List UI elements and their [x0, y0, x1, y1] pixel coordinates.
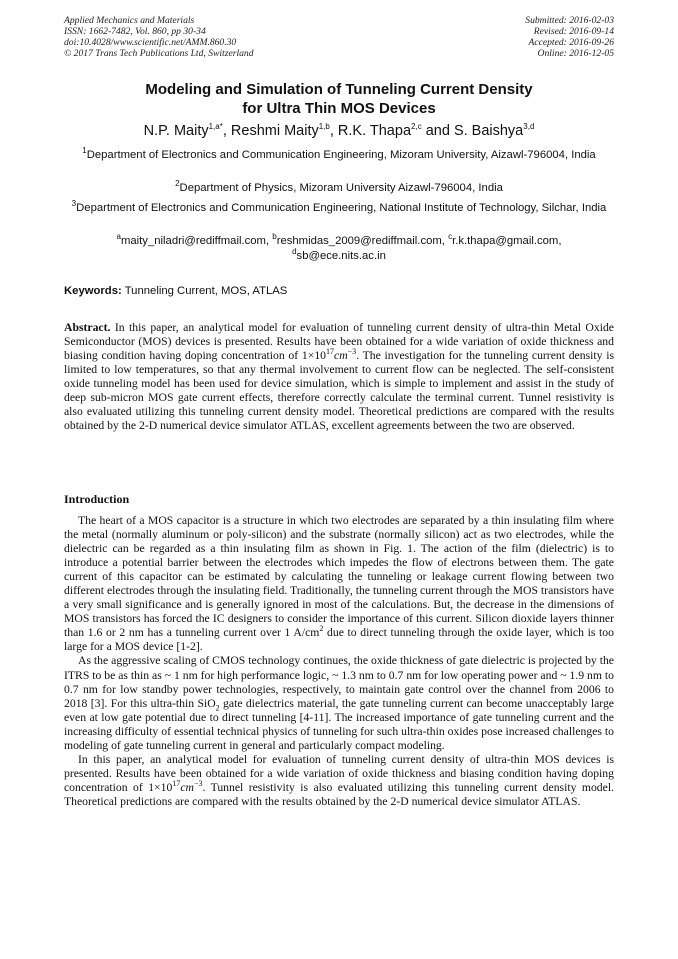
- date-online: Online: 2016-12-05: [537, 48, 614, 59]
- doping-concentration: [302, 349, 356, 362]
- paper-title: [60, 80, 618, 118]
- author-separator: and: [421, 123, 454, 139]
- affiliation-mark: 2: [175, 179, 180, 189]
- abstract-text: In this paper, an analytical model for evaluation of tunneling current density of ultra-thin Metal Oxide Semiconductor (MOS) devices is presented. Results have been obtained for a wide variation of oxide thickness and biasing condition having doping concentration of: [64, 321, 614, 363]
- author-mark: 1,b: [318, 122, 330, 132]
- affiliation-text: Department of Electronics and Communication Engineering, Mizoram University, Aizawl-796004, India: [86, 149, 596, 161]
- author-mark: 1,a*: [208, 122, 223, 132]
- email-address: sb@ece.nits.ac.in: [296, 250, 386, 262]
- subscript: 2: [215, 702, 220, 712]
- author-emails: [60, 234, 618, 264]
- conc-base: 1×10: [301, 349, 327, 363]
- affiliation-mark: 1: [82, 146, 87, 156]
- conc-exponent: 17: [172, 779, 181, 788]
- paragraph: [64, 514, 614, 654]
- conc-exponent: 17: [326, 347, 335, 357]
- email-address: maity_niladri@rediffmail.com,: [120, 235, 273, 247]
- abstract: [64, 321, 614, 433]
- abstract-text: . The investigation for the tunneling current density is limited to low temperatures, so that any thermal involvement to current flow can be neglected. The self-consistent oxide tunneling model has been used for device simulation, which is simple to implement and assist in the study of deep sub-micron MOS gate current effects, therefore correctly calculate the terminal current. Tunnel resistivity is also evaluated utilizing this tunneling current density model. Theoretical predictions are compared with the results obtained by the 2-D numerical device simulator ATLAS, excellent agreements between the two are observed.: [64, 349, 614, 433]
- author-separator: ,: [222, 123, 231, 139]
- author-mark: 2,c: [411, 122, 422, 132]
- conc-unit-exponent: −3: [347, 347, 357, 357]
- paragraph-text: due to direct tunneling through the oxide layer, which is too large for a MOS device [1-2].: [64, 626, 614, 654]
- journal-issn: ISSN: 1662-7482, Vol. 860, pp 30-34: [64, 26, 206, 37]
- date-revised: Revised: 2016-09-14: [533, 26, 614, 37]
- author-list: [40, 122, 638, 140]
- email-mark: c: [448, 232, 453, 242]
- paragraph: [64, 654, 614, 752]
- conc-unit: cm: [334, 349, 348, 363]
- journal-info: [64, 15, 254, 59]
- author-mark: 3,d: [523, 122, 535, 132]
- journal-copyright: © 2017 Trans Tech Publications Ltd, Switzerland: [64, 48, 254, 59]
- journal-name: Applied Mechanics and Materials: [64, 15, 195, 26]
- keywords-text: Tunneling Current, MOS, ATLAS: [121, 285, 288, 297]
- email-mark: a: [116, 232, 121, 242]
- paragraph-text: In this paper, an analytical model for evaluation of tunneling current density of ultra-thin MOS devices is presented. Results have been obtained for a wide variation of oxide thickness and biasing condition having doping concentration of: [64, 752, 614, 794]
- paragraph-text: As the aggressive scaling of CMOS technology continues, the oxide thickness of gate dielectric is projected by the ITRS to be as thin as ~ 1 nm for high performance logic, ~ 1.3 nm to 0.7 nm for low operating power and ~ 1.9 nm to 0.7 nm for low standby power technologies, respectively, to maintain gate control over the channel from 2006 to 2018 [3]. For this ultra-thin SiO: [64, 654, 614, 710]
- affiliation-3: [60, 201, 618, 216]
- paragraph-text: The heart of a MOS capacitor is a structure in which two electrodes are separated by a thin insulating film where the metal (normally aluminum or poly-silicon) and the substrate (normally silicon) act as two electrodes, while the dielectric can be regarded as a thin insulating film as shown in Fig. 1. The action of the film (dielectric) is to introduce a potential barrier between the electrodes which impedes the flow of electrons between them. The gate current of this capacitor can be estimated by calculating the tunneling or leakage current flowing between two different electrodes through the insulating field. Traditionally, the tunneling current through the MOS transistors have a very small significance and is generally ignored in most of the calculations. But, the decrease in the dimensions of MOS transistors has forced the IC designers to consider the importance of this current. Silicon dioxide layers thinner than 1.6 or 2 nm has a tunneling current over 1 A/cm: [64, 514, 614, 640]
- paragraph: [64, 753, 614, 809]
- abstract-label: Abstract.: [64, 321, 111, 334]
- keywords: [64, 285, 614, 297]
- affiliation-2: [60, 181, 618, 196]
- author-separator: ,: [329, 123, 338, 139]
- date-submitted: Submitted: 2016-02-03: [525, 15, 614, 26]
- publication-dates: [525, 15, 614, 59]
- paragraph-text: gate dielectrics material, the gate tunneling current can become unacceptably large even at low gate potential due to direct tunneling [4-11]. The increased importance of gate tunneling current and the increasing difficulty of essential technical physics of tunneling for such ultra-thin oxides pose increased challenges to modeling of gate tunneling current in general and particularly compact modeling.: [64, 696, 614, 752]
- superscript: 2: [319, 624, 324, 634]
- conc-unit-exponent: −3: [193, 779, 203, 788]
- keywords-label: Keywords:: [64, 285, 122, 297]
- author-name: N.P. Maity: [143, 123, 209, 139]
- author-name: Reshmi Maity: [230, 123, 319, 139]
- paragraph-text: . Tunnel resistivity is also evaluated utilizing this tunneling current density model. Theoretical predictions are compared with the results obtained by the 2-D numerical device simulator ATLAS.: [64, 780, 614, 808]
- introduction-body: [64, 514, 614, 809]
- conc-unit: cm: [180, 780, 194, 794]
- affiliation-mark: 3: [71, 199, 77, 209]
- author-name: S. Baishya: [453, 123, 524, 139]
- email-address: r.k.thapa@gmail.com,: [452, 235, 562, 247]
- affiliation-1: [60, 148, 618, 163]
- section-heading: Introduction: [64, 492, 130, 506]
- affiliation-text: Department of Electronics and Communication Engineering, National Institute of Technology, Silchar, India: [76, 202, 607, 214]
- journal-doi: doi:10.4028/www.scientific.net/AMM.860.30: [64, 37, 237, 48]
- email-mark: b: [272, 232, 277, 242]
- author-name: R.K. Thapa: [337, 123, 412, 139]
- title-line-2: for Ultra Thin MOS Devices: [242, 100, 436, 117]
- affiliation-text: Department of Physics, Mizoram University Aizawl-796004, India: [179, 182, 503, 194]
- doping-concentration: [148, 781, 202, 794]
- email-mark: d: [292, 247, 297, 257]
- conc-base: 1×10: [148, 780, 173, 794]
- email-address: reshmidas_2009@rediffmail.com,: [276, 235, 449, 247]
- date-accepted: Accepted: 2016-09-26: [528, 37, 614, 48]
- title-line-1: Modeling and Simulation of Tunneling Current Density: [145, 81, 533, 98]
